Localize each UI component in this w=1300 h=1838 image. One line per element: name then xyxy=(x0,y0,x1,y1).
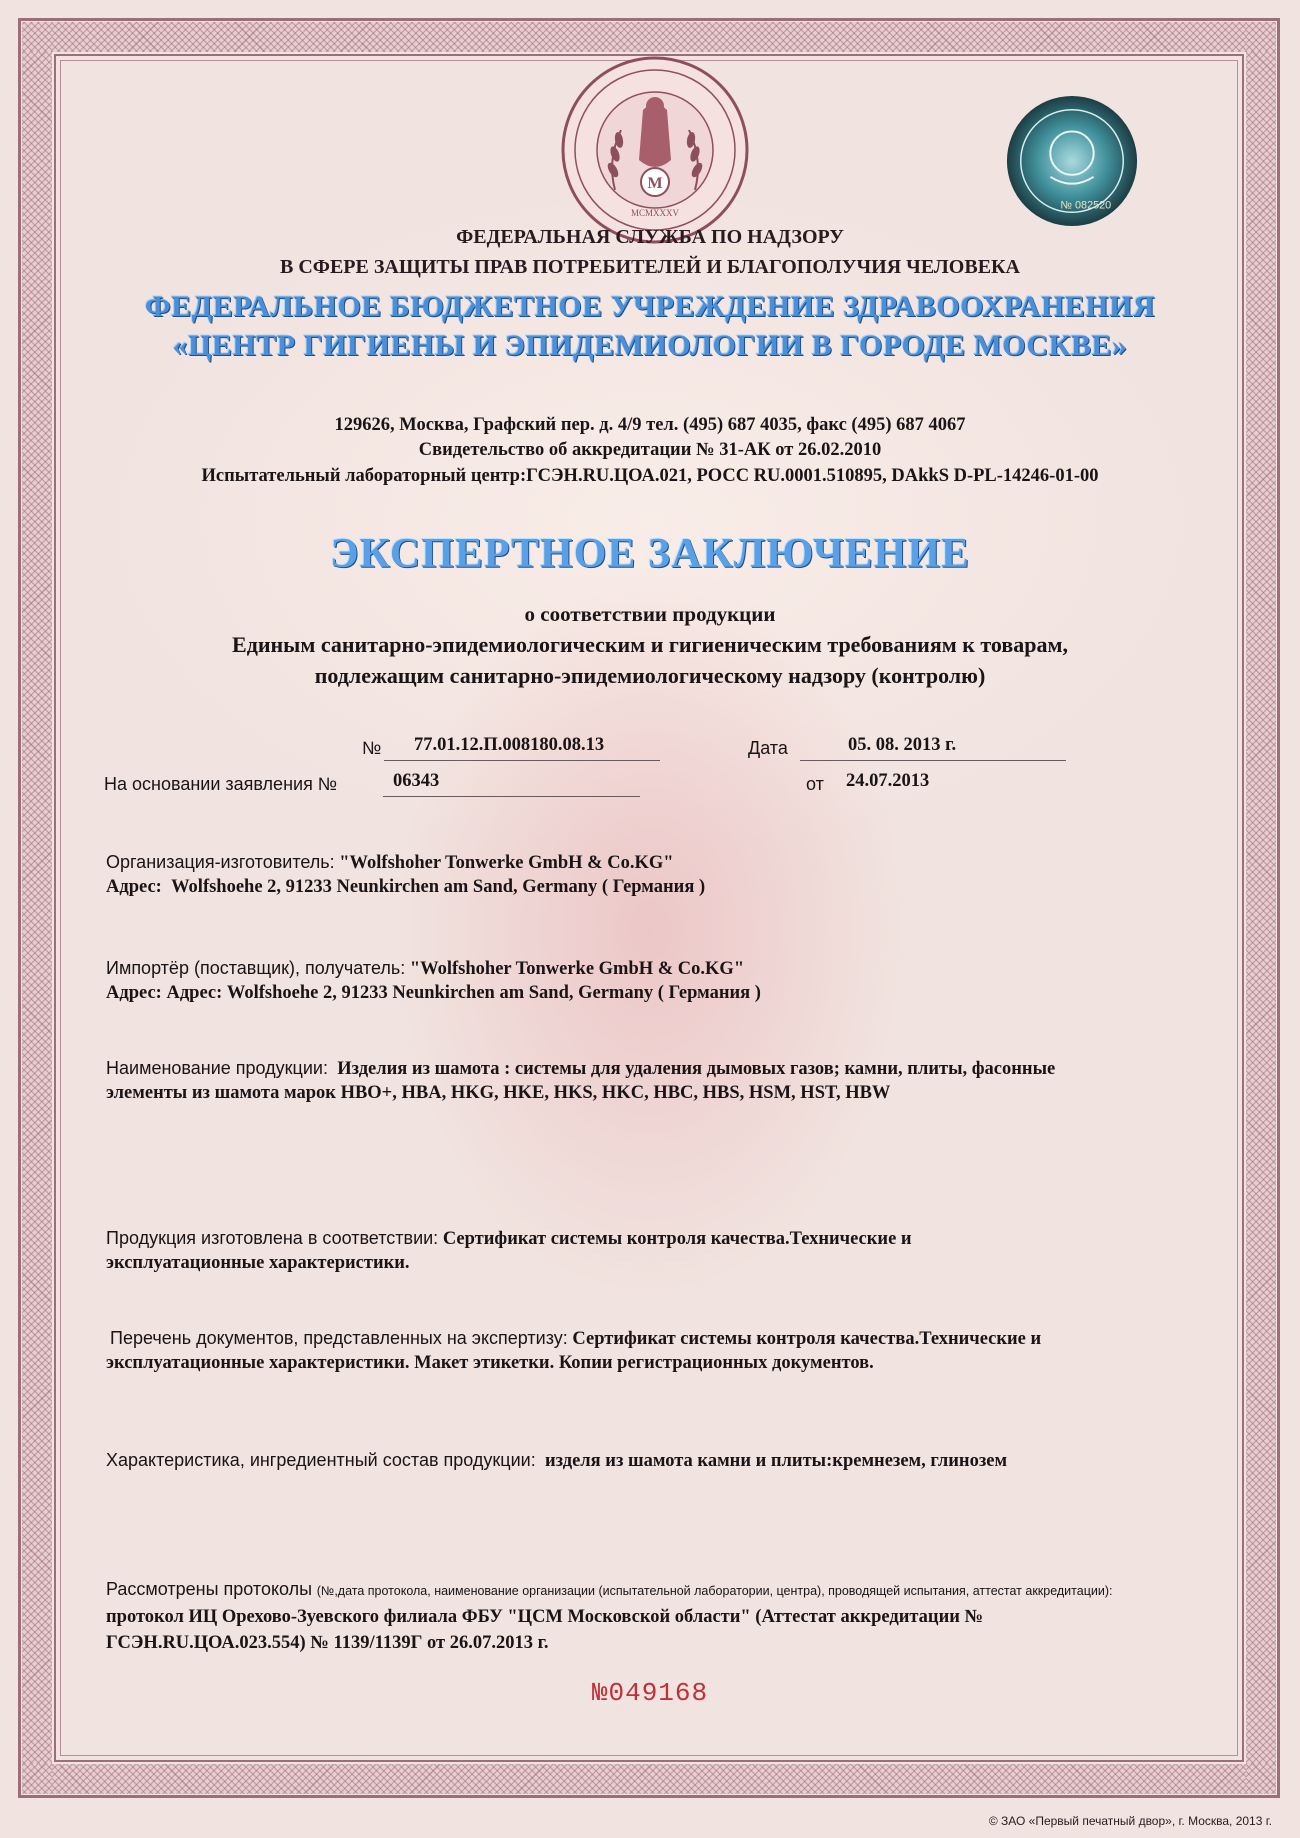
document-title: ЭКСПЕРТНОЕ ЗАКЛЮЧЕНИЕ xyxy=(329,531,971,577)
composition-section xyxy=(106,1448,1226,1473)
documents-line-1: Сертификат системы контроля качества.Технические и xyxy=(572,1329,1042,1349)
protocols-line-2: ГСЭН.RU.ЦОА.023.554) № 1139/1139Г от 26.07.2013 г. xyxy=(106,1633,549,1653)
agency-line-2: В СФЕРЕ ЗАЩИТЫ ПРАВ ПОТРЕБИТЕЛЕЙ И БЛАГОПОЛУЧИЯ ЧЕЛОВЕКА xyxy=(280,256,1020,278)
emblem-letter: М xyxy=(647,175,663,192)
printer-imprint: © ЗАО «Первый печатный двор», г. Москва, 2013 г. xyxy=(988,1814,1272,1828)
application-number: 06343 xyxy=(393,771,440,791)
institution-title-line-1: ФЕДЕРАЛЬНОЕ БЮДЖЕТНОЕ УЧРЕЖДЕНИЕ ЗДРАВООХРАНЕНИЯ xyxy=(144,290,1156,323)
serial-number: №049168 xyxy=(591,1678,709,1708)
application-from-label: от xyxy=(806,774,824,794)
testing-lab-center: Испытательный лабораторный центр:ГСЭН.RU.ЦОА.021, РОСС RU.0001.510895, DAkkS D-PL-14246-01-00 xyxy=(201,466,1099,486)
manufactured-per-line-2: эксплуатационные характеристики. xyxy=(106,1253,410,1273)
product-name-line-2: элементы из шамота марок HBO+, HBA, HKG, HKE, HKS, HKC, HBC, HBS, HSM, HST, HBW xyxy=(106,1083,891,1103)
document-subtitle-3: подлежащим санитарно-эпидемиологическому надзору (контролю) xyxy=(314,663,986,688)
application-date: 24.07.2013 xyxy=(846,771,930,791)
institution-title-line-2: «ЦЕНТР ГИГИЕНЫ И ЭПИДЕМИОЛОГИИ В ГОРОДЕ МОСКВЕ» xyxy=(172,329,1128,362)
protocols-line-1: протокол ИЦ Орехово-Зуевского филиала ФБУ "ЦСМ Московской области" (Аттестат аккредитации № xyxy=(106,1607,984,1627)
date-label: Дата xyxy=(748,738,788,758)
product-label: Наименование продукции: xyxy=(106,1058,328,1078)
composition-value: изделя из шамота камни и плиты:кремнезем, глинозем xyxy=(544,1451,1008,1471)
conclusion-number: 77.01.12.П.008180.08.13 xyxy=(414,735,605,755)
documents-section xyxy=(106,1326,1230,1375)
importer-section xyxy=(106,956,1226,1005)
manufacturer-address: Wolfshoehe 2, 91233 Neunkirchen am Sand, Germany ( Германия ) xyxy=(171,877,706,897)
hologram-number: № 082520 xyxy=(1060,199,1112,212)
date-underline xyxy=(800,760,1066,761)
application-label: На основании заявления № xyxy=(104,774,338,794)
protocols-label: Рассмотрены протоколы xyxy=(106,1579,313,1599)
application-underline xyxy=(383,796,640,797)
importer-address-label: Адрес: xyxy=(106,983,162,1003)
product-section xyxy=(106,1056,1226,1105)
documents-label: Перечень документов, представленных на экспертизу: xyxy=(110,1328,568,1348)
document-subtitle-1: о соответствии продукции xyxy=(524,602,776,626)
number-underline xyxy=(384,760,660,761)
manufactured-per-section xyxy=(106,1226,1226,1275)
protocols-section xyxy=(106,1576,1226,1656)
document-subtitle-2: Единым санитарно-эпидемиологическим и гигиеническим требованиям к товарам, xyxy=(232,632,1068,657)
institution-emblem-seal xyxy=(555,50,755,250)
hologram-seal xyxy=(1003,92,1141,230)
manufactured-per-line-1: Сертификат системы контроля качества.Технические и xyxy=(442,1229,912,1249)
conclusion-date: 05. 08. 2013 г. xyxy=(848,735,957,755)
manufacturer-section xyxy=(106,850,1226,899)
emblem-year: MCMXXXV xyxy=(630,208,680,218)
importer-label: Импортёр (поставщик), получатель: xyxy=(106,958,406,978)
manufacturer-name: "Wolfshoher Tonwerke GmbH & Co.KG" xyxy=(339,853,674,873)
agency-line-1: ФЕДЕРАЛЬНАЯ СЛУЖБА ПО НАДЗОРУ xyxy=(456,226,844,248)
product-name-line-1: Изделия из шамота : системы для удаления дымовых газов; камни, плиты, фасонные xyxy=(337,1059,1056,1079)
importer-name: "Wolfshoher Tonwerke GmbH & Co.KG" xyxy=(409,959,745,979)
number-label: № xyxy=(362,738,382,758)
manufacturer-label: Организация-изготовитель: xyxy=(106,852,335,872)
importer-address: Адрес: Wolfshoehe 2, 91233 Neunkirchen am Sand, Germany ( Германия ) xyxy=(166,983,761,1003)
protocols-hint: (№,дата протокола, наименование организации (испытательной лаборатории, центра), проводящей испытания, аттестат аккредитации): xyxy=(316,1584,1113,1598)
institution-address: 129626, Москва, Графский пер. д. 4/9 тел. (495) 687 4035, факс (495) 687 4067 xyxy=(334,415,966,435)
manufacturer-address-label: Адрес: xyxy=(106,877,162,897)
documents-line-2: эксплуатационные характеристики. Макет этикетки. Копии регистрационных документов. xyxy=(106,1353,874,1373)
manufactured-per-label: Продукция изготовлена в соответствии: xyxy=(106,1228,439,1248)
accreditation-certificate: Свидетельство об аккредитации № 31-АК от 26.02.2010 xyxy=(418,440,882,460)
composition-label: Характеристика, ингредиентный состав продукции: xyxy=(106,1450,536,1470)
